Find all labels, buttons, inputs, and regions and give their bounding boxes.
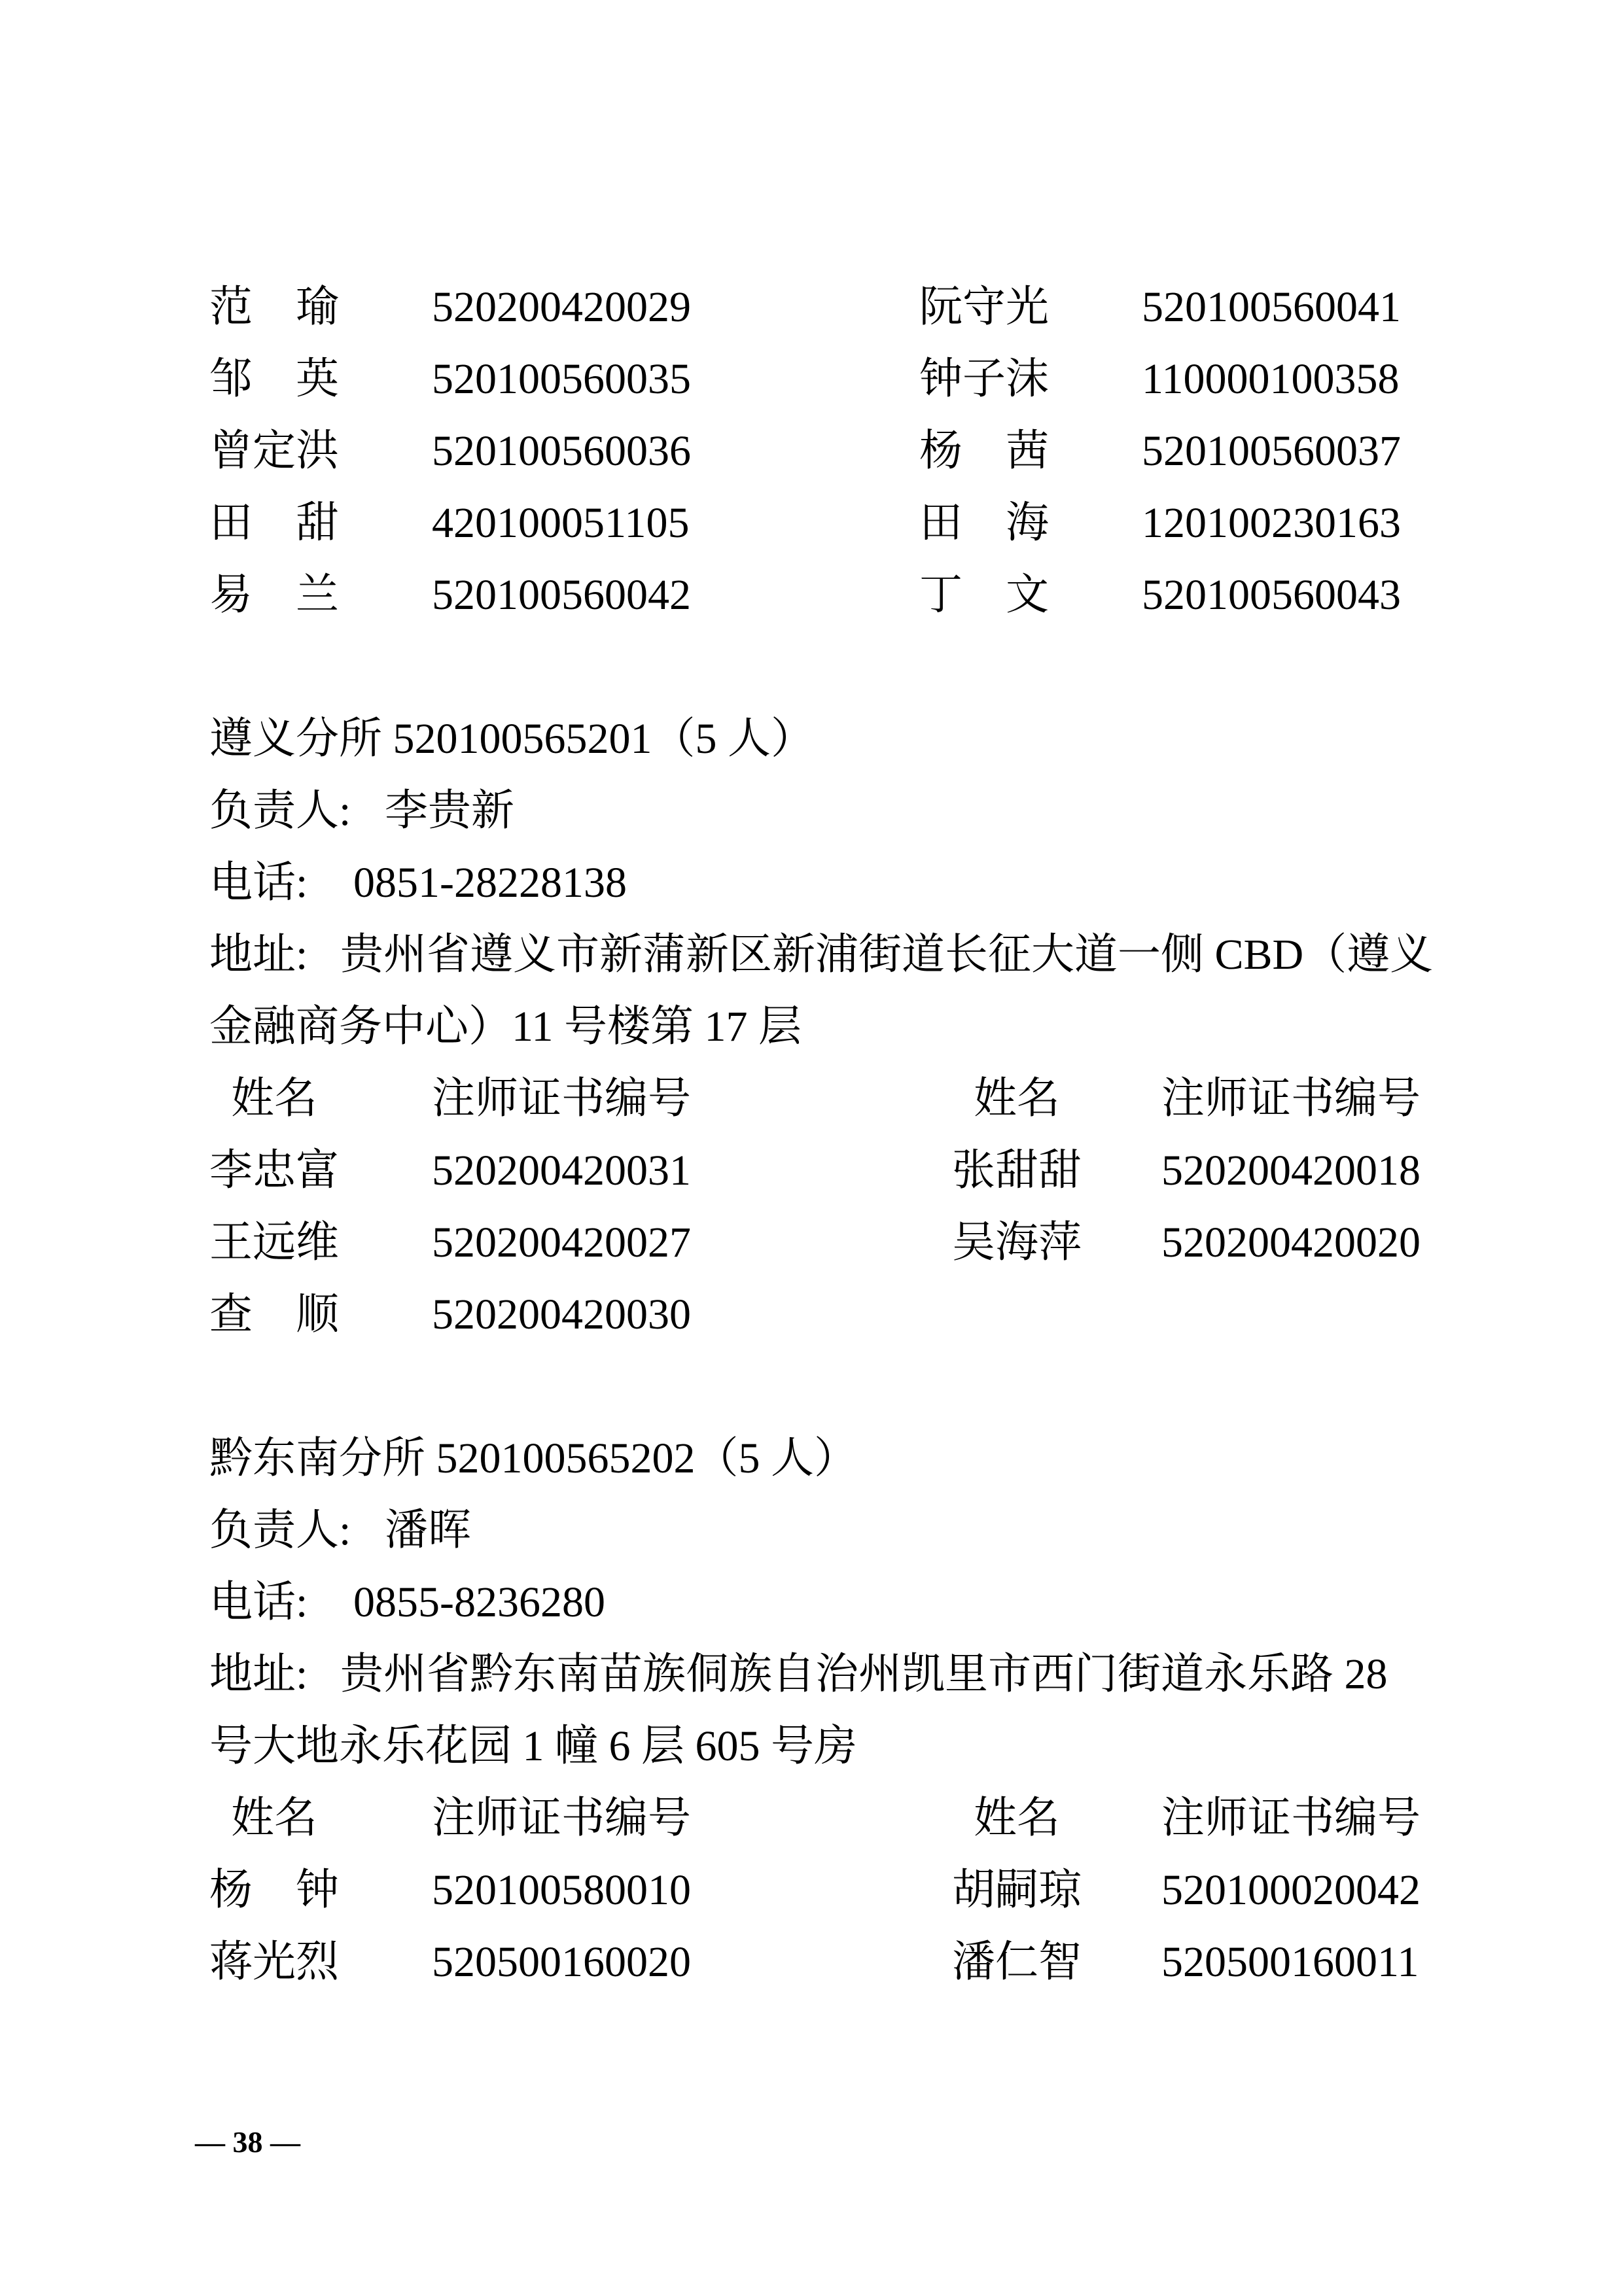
branch-address-line	[0, 919, 1624, 991]
cert-number: 520100560043	[1142, 571, 1401, 619]
member-name: 田海	[919, 499, 1049, 547]
manager-label: 负责人:	[209, 787, 351, 835]
cert-number: 520500160020	[432, 1938, 691, 1986]
member-name: 丁文	[919, 571, 1049, 619]
member-name: 杨钟	[209, 1866, 339, 1914]
column-header-cert: 注师证书编号	[1161, 1794, 1421, 1842]
member-name: 查顺	[209, 1291, 339, 1338]
member-name: 邹英	[209, 355, 339, 403]
manager-name: 李贵新	[385, 787, 514, 835]
phone-label: 电话:	[209, 1578, 308, 1626]
member-name: 杨茜	[919, 427, 1049, 475]
cert-number: 520100580010	[432, 1866, 691, 1914]
address-text: 贵州省黔东南苗族侗族自治州凯里市西门街道永乐路 28	[340, 1650, 1388, 1698]
branch-manager-line	[0, 775, 1624, 847]
address-text: 金融商务中心）11 号楼第 17 层	[209, 1003, 802, 1051]
roster-row	[0, 1279, 1624, 1351]
member-name: 胡嗣琼	[952, 1866, 1082, 1914]
member-name: 吴海萍	[952, 1219, 1082, 1266]
branch-address-line	[0, 1639, 1624, 1711]
cert-number: 520100560035	[432, 355, 691, 403]
address-text: 贵州省遵义市新蒲新区新浦街道长征大道一侧 CBD（遵义	[340, 931, 1434, 979]
column-header-cert: 注师证书编号	[432, 1075, 691, 1122]
member-name: 田甜	[209, 499, 339, 547]
table-header-row	[0, 1783, 1624, 1854]
member-name: 王远维	[209, 1219, 339, 1266]
member-name: 阮守光	[919, 283, 1049, 331]
member-name: 蒋光烈	[209, 1938, 339, 1986]
member-name: 张甜甜	[952, 1147, 1082, 1194]
roster-row	[0, 343, 1624, 415]
roster-row	[0, 487, 1624, 559]
address-label: 地址:	[209, 1650, 308, 1698]
branch-title: 黔东南分所 520100565202（5 人）	[209, 1435, 857, 1482]
address-text: 号大地永乐花园 1 幢 6 层 605 号房	[209, 1722, 857, 1770]
roster-row	[0, 1135, 1624, 1207]
column-header-cert: 注师证书编号	[1161, 1075, 1421, 1122]
cert-number: 520500160011	[1161, 1938, 1419, 1986]
member-name: 范瑜	[209, 283, 339, 331]
roster-row	[0, 271, 1624, 343]
cert-number: 520100560042	[432, 571, 691, 619]
branch-manager-line	[0, 1495, 1624, 1567]
cert-number: 120100230163	[1142, 499, 1401, 547]
cert-number: 520200420020	[1161, 1219, 1421, 1266]
column-header-name: 姓名	[974, 1075, 1060, 1122]
manager-label: 负责人:	[209, 1506, 351, 1554]
member-name: 钟子沫	[919, 355, 1049, 403]
cert-number: 110000100358	[1142, 355, 1400, 403]
roster-row	[0, 415, 1624, 487]
cert-number: 520100560037	[1142, 427, 1401, 475]
address-label: 地址:	[209, 931, 308, 979]
member-name: 曾定洪	[209, 427, 339, 475]
cert-number: 520200420029	[432, 283, 691, 331]
member-name: 易兰	[209, 571, 339, 619]
cert-number: 520200420027	[432, 1219, 691, 1266]
branch-address-line	[0, 1711, 1624, 1783]
branch-phone-line	[0, 847, 1624, 919]
cert-number: 520200420031	[432, 1147, 691, 1194]
branch-address-line	[0, 991, 1624, 1063]
branch-title-line	[0, 1423, 1624, 1495]
cert-number: 520100560036	[432, 427, 691, 475]
branch-title: 遵义分所 520100565201（5 人）	[209, 715, 814, 763]
roster-row	[0, 1207, 1624, 1279]
column-header-name: 姓名	[974, 1794, 1060, 1842]
phone-number: 0855-8236280	[353, 1578, 605, 1626]
column-header-name: 姓名	[231, 1794, 317, 1842]
manager-name: 潘晖	[385, 1506, 471, 1554]
member-name: 李忠富	[209, 1147, 339, 1194]
cert-number: 520200420018	[1161, 1147, 1421, 1194]
cert-number: 420100051105	[432, 499, 690, 547]
column-header-cert: 注师证书编号	[432, 1794, 691, 1842]
phone-number: 0851-28228138	[353, 859, 627, 907]
page-number: — 38 —	[195, 2125, 300, 2159]
table-header-row	[0, 1063, 1624, 1135]
phone-label: 电话:	[209, 859, 308, 907]
roster-row	[0, 559, 1624, 631]
branch-phone-line	[0, 1567, 1624, 1639]
cert-number: 520100560041	[1142, 283, 1401, 331]
cert-number: 520200420030	[432, 1291, 691, 1338]
member-name: 潘仁智	[952, 1938, 1082, 1986]
branch-title-line	[0, 703, 1624, 775]
roster-row	[0, 1854, 1624, 1926]
cert-number: 520100020042	[1161, 1866, 1421, 1914]
roster-row	[0, 1926, 1624, 1998]
column-header-name: 姓名	[231, 1075, 317, 1122]
